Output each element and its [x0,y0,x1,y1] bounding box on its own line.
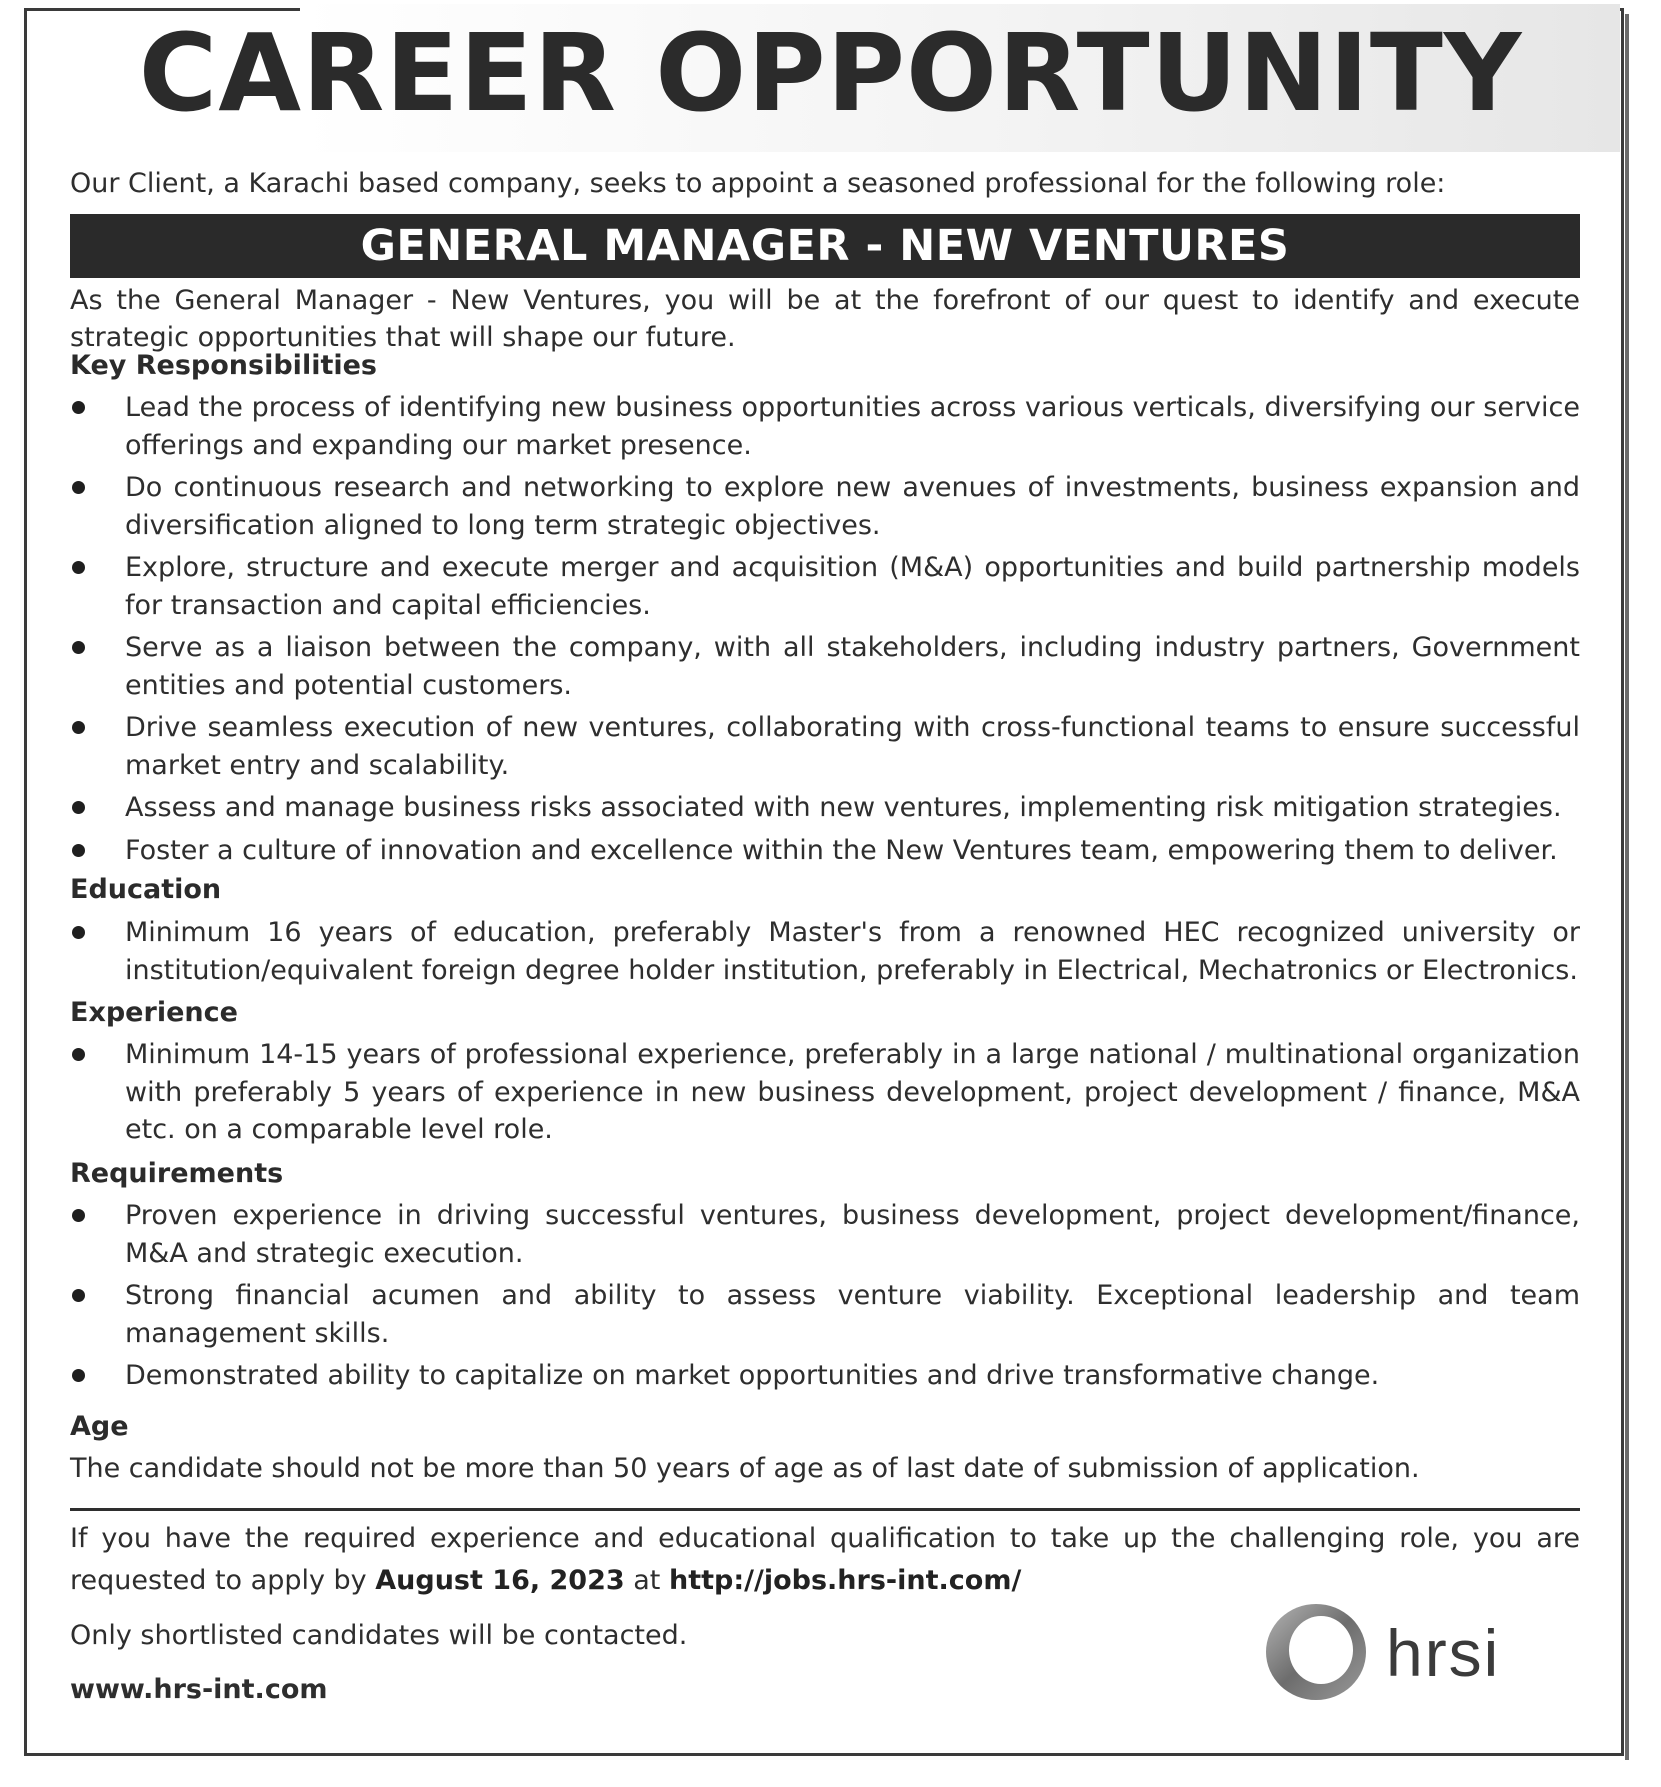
list-item-text: Proven experience in driving successful ventures, business development, project development/finance, M&A and strategic execution. [125,1200,1580,1269]
role-title-bar: GENERAL MANAGER - NEW VENTURES [70,214,1580,278]
bullet-icon [72,1369,85,1382]
logo-wordmark: hrsi [1386,1616,1501,1690]
bullet-icon [72,1209,85,1222]
list-item-text: Explore, structure and execute merger and acquisition (M&A) opportunities and build partnership models for transaction and capital efficiencies. [125,552,1580,621]
list-item-text: Do continuous research and networking to explore new avenues of investments, business expansion and diversification aligned to long term strategic objectives. [125,472,1580,541]
list-item-text: Drive seamless execution of new ventures, collaborating with cross-functional teams to ensure successful market entry and scalability. [125,712,1580,781]
list-item-text: Minimum 14-15 years of professional experience, preferably in a large national / multinational organization with preferably 5 years of experience in new business development, project development / finance, M&A etc. on a comparable level role. [125,1039,1580,1145]
list-item [70,549,1580,624]
list-item-text: Strong financial acumen and ability to assess venture viability. Exceptional leadership and team management skills. [125,1280,1580,1349]
section-heading-requirements: Requirements [70,1158,284,1189]
website-link[interactable]: www.hrs-int.com [70,1674,328,1705]
bullet-icon [72,641,85,654]
bullet-icon [72,926,85,939]
list-item [70,1036,1580,1149]
list-item [70,709,1580,784]
bullet-icon [72,401,85,414]
list-item-text: Minimum 16 years of education, preferably Master's from a renowned HEC recognized university or institution/equivalent foreign degree holder institution, preferably in Electrical, Mechatronics or Electronics. [125,917,1580,986]
experience-list [70,1036,1580,1154]
list-item-text: Foster a culture of innovation and excellence within the New Ventures team, empowering them to deliver. [125,834,1558,866]
bullet-icon [72,561,85,574]
section-heading-responsibilities: Key Responsibilities [70,350,377,381]
responsibilities-list [70,389,1580,874]
list-item [70,629,1580,704]
intro-text: Our Client, a Karachi based company, seeks to appoint a seasoned professional for the following role: [70,168,1446,199]
divider [70,1508,1580,1511]
section-heading-education: Education [70,874,222,905]
list-item [70,832,1580,870]
shortlist-note: Only shortlisted candidates will be contacted. [70,1620,688,1651]
bullet-icon [72,801,85,814]
list-item-text: Assess and manage business risks associated with new ventures, implementing risk mitigation strategies. [125,792,1562,823]
apply-instructions [70,1518,1580,1602]
role-summary: As the General Manager - New Ventures, you will be at the forefront of our quest to identify and execute strategic opportunities that will shape our future. [70,285,1580,353]
frame-shadow [1625,14,1629,1760]
deadline-date: August 16, 2023 [375,1565,625,1596]
list-item-text: Demonstrated ability to capitalize on market opportunities and drive transformative change. [125,1360,1380,1391]
list-item [70,389,1580,464]
page-title: CAREER OPPORTUNITY [138,12,1523,136]
logo-ring-hole [1289,1616,1353,1684]
list-item [70,469,1580,544]
list-item [70,914,1580,989]
list-item-text: Serve as a liaison between the company, with all stakeholders, including industry partners, Government entities and potential customers. [125,632,1580,701]
list-item-text: Lead the process of identifying new business opportunities across various verticals, diversifying our service offerings and expanding our market presence. [125,392,1580,461]
bullet-icon [72,481,85,494]
requirements-list [70,1197,1580,1400]
bullet-icon [72,1048,85,1061]
section-heading-age: Age [70,1411,129,1442]
apply-link[interactable]: http://jobs.hrs-int.com/ [668,1565,1022,1596]
hrsi-logo [1258,1596,1588,1708]
list-item [70,1277,1580,1352]
bullet-icon [72,844,85,857]
age-text: The candidate should not be more than 50 years of age as of last date of submission of application. [70,1453,1420,1484]
education-list [70,914,1580,994]
list-item [70,1197,1580,1272]
bullet-icon [72,721,85,734]
apply-connector: at [624,1565,669,1596]
list-item [70,1357,1580,1395]
apply-text: If you have the required experience and educational qualification to take up the challenging role, you are requested to apply by [70,1523,1580,1596]
list-item [70,789,1580,827]
bullet-icon [72,1289,85,1302]
section-heading-experience: Experience [70,997,238,1028]
